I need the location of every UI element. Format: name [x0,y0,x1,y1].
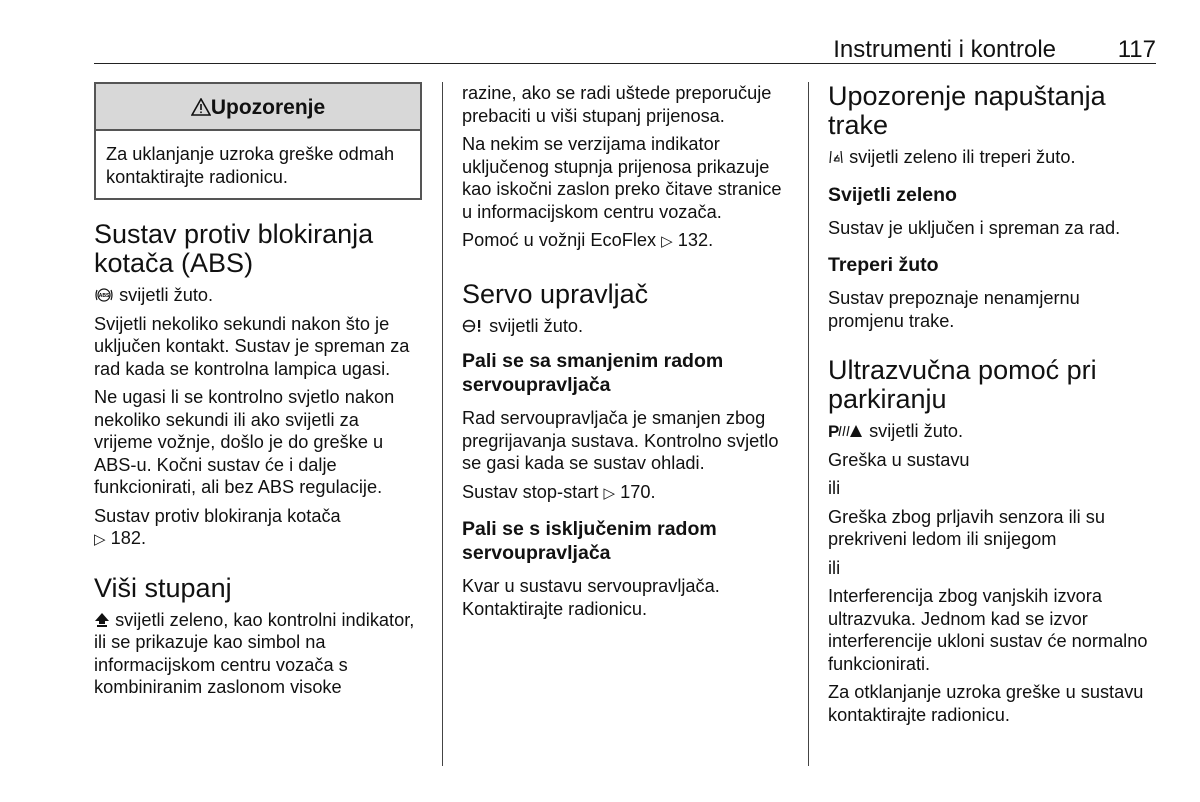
gear-heading: Viši stupanj [94,572,232,603]
warning-text: Za uklanjanje uzroka greške odmah kontaktirajte radionicu. [106,144,395,187]
page-reference-arrow-icon: ▷ [94,531,106,548]
servo-lamp-line [462,315,792,338]
abs-reference [94,505,422,552]
column-1 [94,82,422,705]
lane-lamp-line [828,146,1158,169]
park-paragraph-3: Interferencija zbog vanjskih izvora ultrazvuka. Jednom kad se izvor interferencije ukloni sustav će normalno funkcionirati. [828,586,1148,674]
abs-lamp-line [94,284,422,307]
abs-paragraph-2: Ne ugasi li se kontrolno svjetlo nakon nekoliko sekundi ili ako svijetli za vrijeme vožnje, došlo je do greške u ABS-u. Kočni sustav će i dalje funkcionirati, ali bez ABS regulacije. [94,387,395,497]
column-divider [808,82,809,766]
servo-subheading-1: Pali se sa smanjenim radom servoupravljača [462,350,724,396]
gear-continuation: razine, ako se radi uštede preporučuje prebaciti u viši stupanj prijenosa. [462,83,772,126]
page-number: 117 [1117,36,1156,63]
page-header [94,33,1156,64]
lane-subheading-2: Treperi žuto [828,254,939,276]
stopstart-ref-text: Sustav stop-start [462,481,599,502]
lane-subheading-1: Svijetli zeleno [828,183,957,206]
abs-lamp-icon [94,287,114,303]
column-2 [462,82,792,626]
column-divider [442,82,443,766]
abs-ref-page[interactable]: 182. [110,528,147,548]
park-or-1: ili [828,478,841,498]
parking-assist-icon [828,422,864,440]
gear-paragraph [94,609,422,699]
svg-text:P: P [828,422,840,440]
ecoflex-ref-page[interactable]: 132. [677,230,714,250]
stopstart-ref-page[interactable]: 170. [620,481,656,502]
park-paragraph-1: Greška u sustavu [828,449,970,470]
servo-lamp-text: svijetli žuto. [489,315,584,336]
servo-paragraph-2: Kvar u sustavu servoupravljača. Kontaktirajte radionicu. [462,576,720,619]
park-paragraph-4: Za otklanjanje uzroka greške u sustavu kontaktirajte radionicu. [828,682,1144,725]
park-lamp-line [828,420,1158,443]
warning-header [96,84,420,131]
page-reference-arrow-icon: ▷ [603,484,616,502]
park-paragraph-2: Greška zbog prljavih senzora ili su prekriveni ledom ili snijegom [828,506,1105,549]
svg-text:ABS: ABS [98,293,110,299]
gear-text: svijetli zeleno, kao kontrolni indikator, ili se prikazuje kao simbol na informacijskom centru vozača s kombiniranim zaslonom visoke [94,609,415,697]
lane-paragraph-2: Sustav prepoznaje nenamjernu promjenu trake. [828,288,1080,331]
warning-title: Upozorenje [210,96,326,119]
abs-ref-text: Sustav protiv blokiranja kotača [94,505,341,526]
page-reference-arrow-icon: ▷ [661,233,673,250]
abs-lamp-text: svijetli žuto. [119,285,214,305]
section-title: Instrumenti i kontrole [833,36,1056,63]
stopstart-reference [462,481,792,506]
park-heading: Ultrazvučna pomoć pri parkiranju [828,355,1097,414]
park-lamp-text: svijetli žuto. [869,421,964,441]
servo-subheading-2: Pali se s isključenim radom servoupravljača [462,518,717,564]
warning-triangle-icon [191,98,211,116]
servo-paragraph-1: Rad servoupravljača je smanjen zbog pregrijavanja sustava. Kontrolno svjetlo se gasi kada se sustav ohladi. [462,408,779,473]
ecoflex-ref-text: Pomoć u vožnji EcoFlex [462,230,657,250]
warning-box [94,82,422,200]
lane-departure-icon [828,149,844,165]
park-or-2: ili [828,557,841,578]
abs-paragraph-1: Svijetli nekoliko sekundi nakon što je uključen kontakt. Sustav je spreman za rad kada se kontrolna lampica ugasi. [94,313,410,379]
power-steering-icon [462,318,484,334]
upshift-icon [94,612,110,628]
abs-heading: Sustav protiv blokiranja kotača (ABS) [94,219,374,278]
lane-lamp-text: svijetli zeleno ili treperi žuto. [849,147,1076,167]
lane-heading: Upozorenje napuštanja trake [828,81,1106,140]
lane-paragraph-1: Sustav je uključen i spreman za rad. [828,217,1121,238]
column-3 [828,82,1158,732]
servo-heading: Servo upravljač [462,278,649,309]
ecoflex-reference [462,229,792,254]
gear-versions: Na nekim se verzijama indikator uključenog stupnja prijenosa prikazuje kao iskočni zaslon preko čitave stranice u informacijskom centru vozača. [462,134,782,222]
